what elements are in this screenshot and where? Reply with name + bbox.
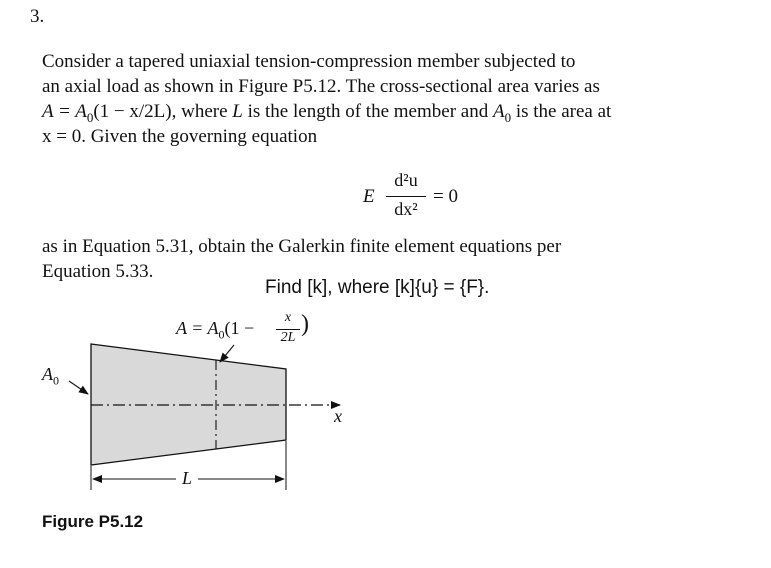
area-formula-prefix: A = A	[42, 101, 87, 122]
area-formula-mid2: is the length of the member and	[242, 101, 493, 122]
intro-line-4: x = 0. Given the governing equation	[42, 126, 318, 147]
x-axis-label: x	[334, 406, 342, 426]
area-formula-sub: 0	[86, 109, 94, 125]
length-symbol: L	[232, 101, 243, 122]
equation-rhs: = 0	[433, 186, 458, 207]
equation-numerator: d²u	[394, 170, 418, 190]
area-leader-line	[220, 345, 234, 362]
area-function-close: )	[301, 311, 309, 337]
a0-symbol: A	[42, 364, 53, 384]
area-formula-end: is the area at	[511, 101, 612, 122]
area-formula-mid: (1 − x/2L), where	[93, 101, 233, 122]
a0-leader-line	[69, 381, 88, 394]
figure-caption: Figure P5.12	[42, 512, 144, 531]
area-symbol: A	[492, 101, 505, 122]
length-dimension-label: L	[182, 468, 193, 488]
problem-number: 3.	[30, 6, 45, 27]
intro-line-2: an axial load as shown in Figure P5.12. The cross-sectional area varies as	[42, 76, 600, 97]
area-symbol-sub: 0	[504, 109, 512, 125]
area-function-sub: 0	[218, 327, 225, 342]
equation-coefficient: E	[363, 186, 375, 207]
area-function-fraction-den: 2L	[280, 330, 296, 345]
a0-sub: 0	[53, 373, 59, 388]
after-line-2: Equation 5.33.	[42, 261, 154, 282]
find-instruction: Find [k], where [k]{u} = {F}.	[265, 277, 490, 298]
area-function-open: (1 −	[224, 318, 255, 338]
equation-denominator: dx²	[394, 199, 418, 219]
intro-line-1: Consider a tapered uniaxial tension-compression member subjected to	[42, 51, 576, 72]
area-function-prefix: A = A	[176, 318, 219, 338]
area-function-fraction-num: x	[284, 310, 292, 325]
after-line-1: as in Equation 5.31, obtain the Galerkin finite element equations per	[42, 236, 562, 257]
